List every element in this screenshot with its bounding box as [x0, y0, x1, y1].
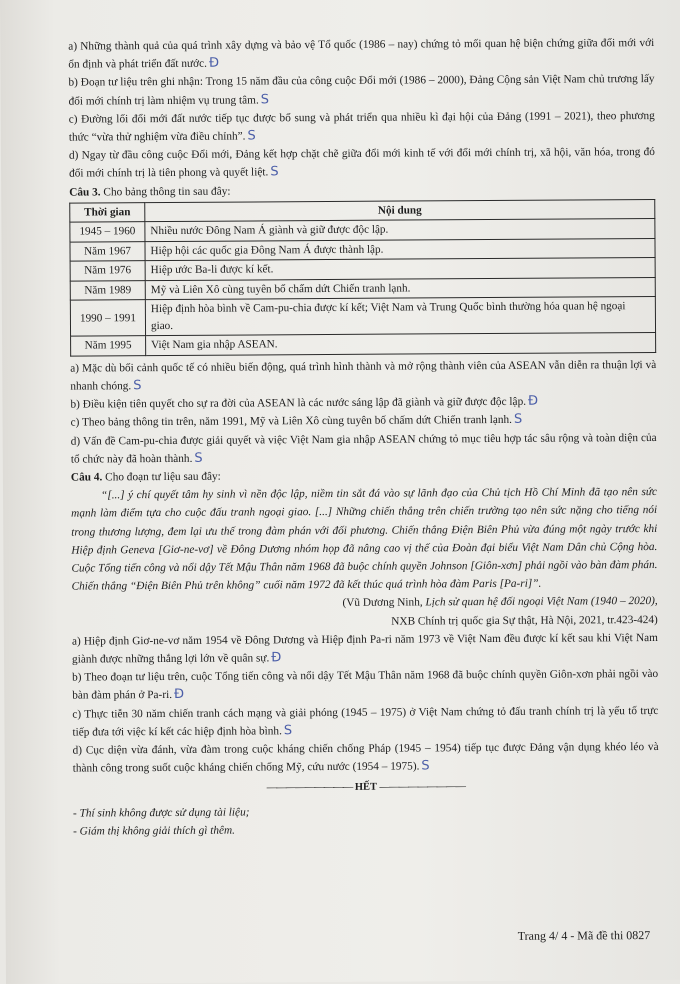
note-no-materials: - Thí sinh không được sử dụng tài liệu;	[72, 806, 250, 820]
info-table	[69, 199, 656, 357]
statement-3b: b) Điều kiện tiên quyết cho sự ra đời của ASEAN là các nước sáng lập đã giành và giữ được độc lập. Đ	[70, 393, 539, 411]
statement-3a: a) Mặc dù bối cảnh quốc tế có nhiều biến động, quá trình hình thành và mở rộng thành viên của ASEAN vẫn diễn ra thuận lợi và nhanh chóng. S	[70, 358, 657, 394]
statement-2c: c) Đường lối đổi mới đất nước tiếp tục được bổ sung và phát triển qua nhiều kì đại hội của Đảng (1991 – 2021), theo phương thức “vừa thử nghiệm vừa điều chỉnh”. S	[68, 109, 655, 144]
table-row	[70, 297, 655, 337]
answer-mark: S	[247, 128, 256, 144]
statement-3d: d) Vấn đề Cam-pu-chia được giải quyết và việc Việt Nam gia nhập ASEAN chứng tỏ mục tiêu hợp tác sâu rộng và toàn diện của tổ chức này đã hoàn thành. S	[70, 431, 657, 466]
statement-2a: a) Những thành quả của quá trình xây dựng và bảo vệ Tổ quốc (1986 – nay) chứng tỏ mối quan hệ biện chứng giữa đổi mới với ổn định và phát triển đất nước. Đ	[68, 37, 655, 71]
table-cell-time: Năm 1989	[70, 280, 145, 300]
answer-mark: S	[421, 758, 430, 774]
answer-mark: Đ	[173, 687, 185, 703]
table-header-time: Thời gian	[70, 202, 145, 222]
table-cell-time: Năm 1995	[71, 336, 146, 356]
statement-4a: a) Hiệp định Giơ-ne-vơ năm 1954 về Đông Dương và Hiệp định Pa-ri năm 1973 về Việt Nam đều được kí kết sau khi Việt Nam giành được những thắng lợi lớn về quân sự. Đ	[71, 631, 658, 666]
source-citation: (Vũ Dương Ninh, Lịch sử quan hệ đối ngoại Việt Nam (1940 – 2020),	[342, 595, 658, 610]
answer-mark: Đ	[527, 393, 539, 410]
statement-4d: d) Cục diện vừa đánh, vừa đàm trong cuộc kháng chiến chống Pháp (1945 – 1954) tiếp tục được Đảng vận dụng khéo léo và thành công trong suốt cuộc kháng chiến chống Mỹ, cứu nước (1954 – 1975). S	[72, 741, 659, 775]
table-cell-content: Hiệp ước Ba-li được kí kết.	[145, 258, 655, 281]
table-cell-content: Mỹ và Liên Xô cùng tuyên bố chấm dứt Chiến tranh lạnh.	[145, 277, 655, 300]
statement-3c: c) Theo bảng thông tin trên, năm 1991, Mỹ và Liên Xô cùng tuyên bố chấm dứt Chiến tranh lạnh. S	[70, 412, 523, 430]
answer-mark: S	[283, 723, 293, 739]
page-footer: Trang 4/ 4 - Mã đề thi 0827	[517, 928, 651, 943]
question-2-statements	[68, 34, 655, 183]
question-4	[71, 465, 659, 778]
table-cell-time: 1990 – 1991	[70, 300, 145, 336]
answer-mark: S	[194, 450, 203, 466]
statement-2d: d) Ngay từ đầu công cuộc Đổi mới, Đảng kết hợp chặt chẽ giữa đổi mới kinh tế với đổi mới chính trị, xã hội, văn hóa, trong đó đổi mới chính trị là tiên phong và quyết liệt. S	[68, 146, 655, 181]
question-3	[69, 180, 657, 469]
table-cell-content: Việt Nam gia nhập ASEAN.	[146, 333, 656, 356]
table-row	[71, 333, 656, 356]
table-header-content: Nội dung	[145, 199, 655, 222]
table-cell-content: Hiệp hội các quốc gia Đông Nam Á được thành lập.	[145, 238, 655, 261]
answer-mark: Đ	[271, 650, 282, 666]
source-quote: “[...] ý chí quyết tâm hy sinh vì nền độc lập, niềm tin sắt đá vào sự lãnh đạo của Chủ tịch Hồ Chí Minh đã tạo nên sức mạnh làm điểm tựa cho cuộc đấu tranh ngoại giao. [...] Những chiến thắng trên chiến trường tạo nên sức nặng cho tiếng nói trong thương lượng, đem lại ưu thế trong đàm phán với đối phương. Chiến thắng Điện Biên Phủ vừa đúng một ngày trước khi Hiệp định Geneva [Giơ-ne-vơ] về Đông Dương nhóm họp đã nâng cao vị thế của Đoàn đại biểu Việt Nam Dân chủ Cộng hòa. Cuộc Tổng tiến công và nổi dậy Tết Mậu Thân năm 1968 đã buộc chính quyền Johnson [Giôn-xơn] phải ngồi vào bàn đàm phán. Chiến thắng “Điện Biên Phủ trên không” cuối năm 1972 đã kết thúc quá trình hòa đàm Paris [Pa-ri]”.	[71, 486, 658, 593]
statement-4b: b) Theo đoạn tư liệu trên, cuộc Tổng tiến công và nổi dậy Tết Mậu Thân năm 1968 đã buộc chính quyền Giôn-xơn phải ngồi vào bàn đàm phán ở Pa-ri. Đ	[72, 668, 659, 703]
note-no-explanation: - Giám thị không giải thích gì thêm.	[73, 824, 236, 838]
answer-mark: S	[270, 164, 279, 180]
table-cell-time: Năm 1976	[70, 261, 145, 281]
table-cell-content: Hiệp định hòa bình về Cam-pu-chia được kí kết; Việt Nam và Trung Quốc bình thường hóa quan hệ ngoại giao.	[145, 297, 655, 336]
answer-mark: S	[133, 378, 142, 394]
answer-mark: Đ	[208, 55, 220, 71]
table-cell-time: 1945 – 1960	[70, 222, 145, 242]
question-4-title: Câu 4. Cho đoạn tư liệu sau đây:	[70, 470, 221, 484]
statement-4c: c) Thực tiễn 30 năm chiến tranh cách mạng và giải phóng (1945 – 1975) ở Việt Nam chứng tỏ đấu tranh chính trị là yếu tố trực tiếp đưa tới việc kí kết các hiệp định hòa bình. S	[72, 704, 659, 739]
answer-mark: S	[513, 412, 523, 428]
end-marker: ————————— HẾT —————————	[266, 780, 465, 793]
answer-mark: S	[260, 91, 270, 108]
statement-2b: b) Đoạn tư liệu trên ghi nhận: Trong 15 năm đầu của công cuộc Đổi mới (1986 – 2000), Đảng Cộng sản Việt Nam chủ trương lấy đổi mới chính trị làm nhiệm vụ trung tâm. S	[68, 73, 655, 108]
table-cell-time: Năm 1967	[70, 241, 145, 261]
question-3-title: Câu 3. Cho bảng thông tin sau đây:	[69, 185, 231, 199]
table-cell-content: Nhiều nước Đông Nam Á giành và giữ được độc lập.	[145, 219, 655, 242]
source-publisher: NXB Chính trị quốc gia Sự thật, Hà Nội, 2021, tr.423-424)	[391, 613, 658, 628]
